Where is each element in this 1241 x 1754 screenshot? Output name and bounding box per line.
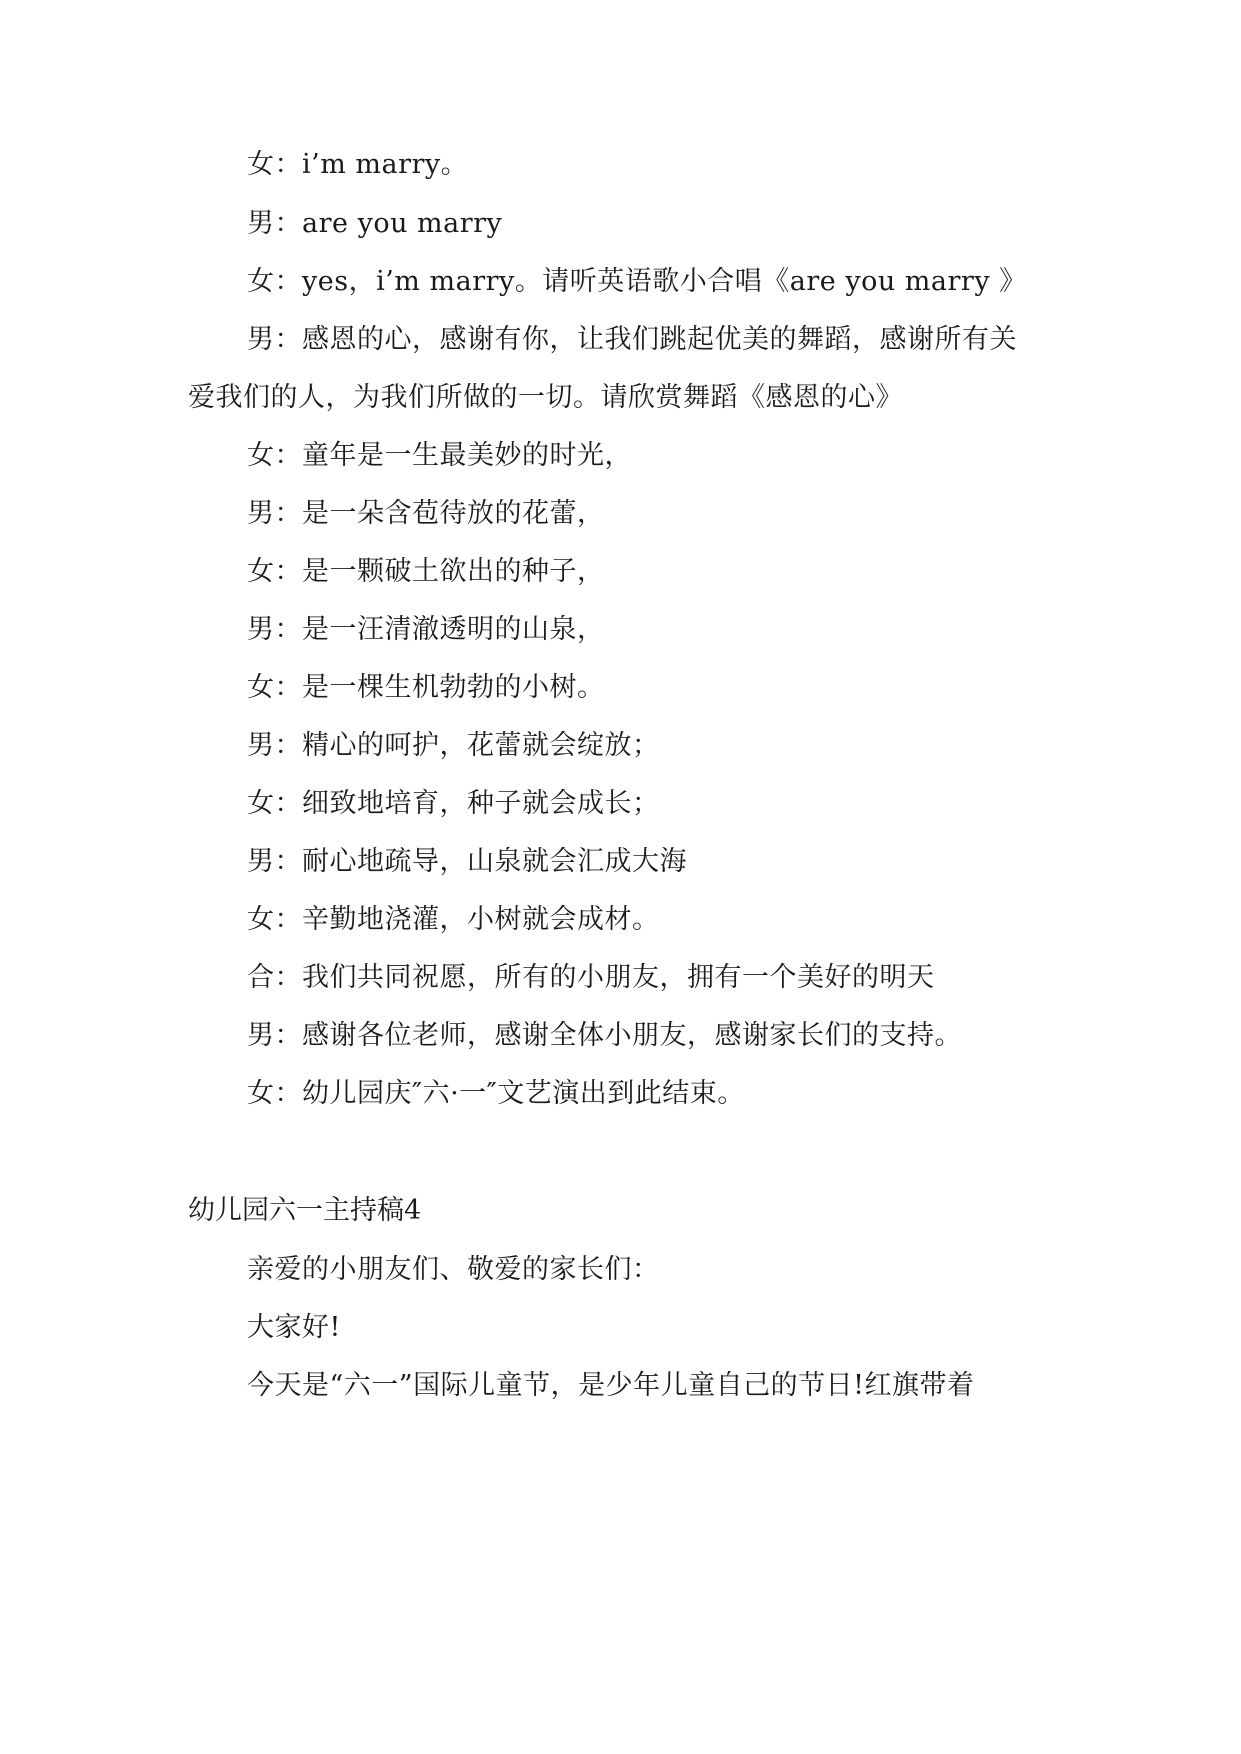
paragraph-line: 大家好! (247, 1312, 341, 1343)
dialogue-line: 女：是一棵生机勃勃的小树。 (247, 672, 605, 703)
dialogue-line-continuation: 爱我们的人，为我们所做的一切。请欣赏舞蹈《感恩的心》 (188, 382, 903, 413)
dialogue-line: 男：are you marry (247, 208, 503, 239)
dialogue-line: 男：精心的呵护，花蕾就会绽放； (247, 730, 660, 761)
dialogue-line: 女：i’m marry。 (247, 149, 469, 180)
section-title: 幼儿园六一主持稿4 (188, 1195, 422, 1226)
dialogue-line: 男：感谢各位老师，感谢全体小朋友，感谢家长们的支持。 (247, 1020, 962, 1051)
dialogue-line: 男：是一汪清澈透明的山泉， (247, 614, 605, 645)
dialogue-line: 男：是一朵含苞待放的花蕾， (247, 498, 605, 529)
dialogue-line: 女：是一颗破土欲出的种子， (247, 556, 605, 587)
dialogue-line: 女：yes，i’m marry。请听英语歌小合唱《are you marry 》 (247, 266, 1027, 297)
dialogue-line: 合：我们共同祝愿，所有的小朋友，拥有一个美好的明天 (247, 962, 935, 993)
dialogue-line: 男：耐心地疏导，山泉就会汇成大海 (247, 846, 687, 877)
dialogue-line: 女：辛勤地浇灌，小树就会成材。 (247, 904, 660, 935)
dialogue-line: 女：细致地培育，种子就会成长； (247, 788, 660, 819)
dialogue-line: 男：感恩的心，感谢有你，让我们跳起优美的舞蹈，感谢所有关 (247, 324, 1017, 355)
dialogue-line: 女：幼儿园庆″六·一″文艺演出到此结束。 (247, 1078, 745, 1109)
paragraph-line: 今天是“六一”国际儿童节，是少年儿童自己的节日!红旗带着 (247, 1370, 975, 1401)
dialogue-line: 女：童年是一生最美妙的时光， (247, 440, 632, 471)
paragraph-line: 亲爱的小朋友们、敬爱的家长们： (247, 1254, 660, 1285)
